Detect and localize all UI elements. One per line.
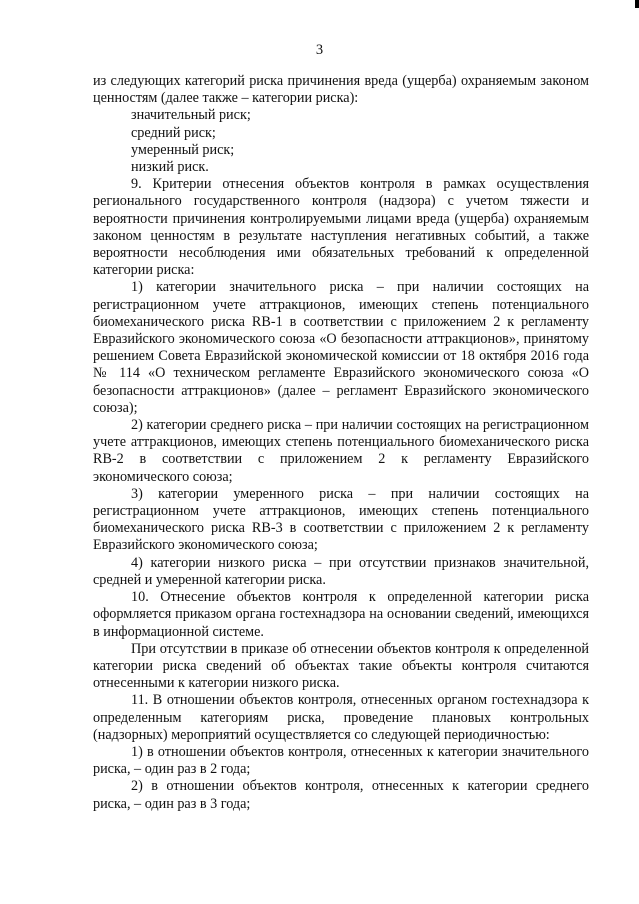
paragraph-10: 10. Отнесение объектов контроля к определенной категории риска оформляется приказом органа гостехнадзора на основании сведений, имеющихся в информационной системе. [93, 589, 589, 640]
paragraph-9-item-3: 3) категории умеренного риска – при наличии состоящих на регистрационном учете аттракционов, имеющих степень потенциального биомеханического риска RB-3 в соответствии с приложением 2 к регламенту Евразийского экономического союза; [93, 485, 589, 554]
paragraph-11-item-2: 2) в отношении объектов контроля, отнесенных к категории среднего риска, – один раз в 3 года; [93, 778, 589, 812]
scan-edge-mark [635, 0, 639, 8]
list-item-medium-risk: средний риск; [131, 124, 216, 141]
list-item-low-risk: низкий риск. [131, 159, 209, 176]
list-item-moderate-risk: умеренный риск; [131, 141, 235, 158]
paragraph-11: 11. В отношении объектов контроля, отнесенных органом гостехнадзора к определенным категориям риска, проведение плановых контрольных (надзорных) мероприятий осуществляется со следующей периодичностью: [93, 692, 589, 743]
paragraph-9-item-4: 4) категории низкого риска – при отсутствии признаков значительной, средней и умеренной категории риска. [93, 554, 589, 588]
paragraph-9-item-1: 1) категории значительного риска – при наличии состоящих на регистрационном учете аттракционов, имеющих степень потенциального биомеханического риска RB-1 в соответствии с приложением 2 к регламенту Евразийского экономического союза «О безопасности аттракционов», принятому решением Совета Евразийской экономической комиссии от 18 октября 2016 года № 114 «О техническом регламенте Евразийского экономического союза «О безопасности аттракционов» (далее – регламент Евразийского экономического союза); [93, 279, 589, 416]
paragraph-10-absence: При отсутствии в приказе об отнесении объектов контроля к определенной категории риска сведений об объектах такие объекты контроля считаются отнесенными к категории низкого риска. [93, 640, 589, 692]
paragraph-9-item-2: 2) категории среднего риска – при наличии состоящих на регистрационном учете аттракционов, имеющих степень потенциального биомеханического риска RB-2 в соответствии с приложением 2 к регламенту Евразийского экономического союза; [93, 417, 589, 485]
document-body [93, 73, 589, 813]
list-item-significant-risk: значительный риск; [131, 107, 251, 124]
page-number: 3 [315, 42, 324, 58]
paragraph-intro: из следующих категорий риска причинения вреда (ущерба) охраняемым законом ценностям (далее также – категории риска): [93, 73, 589, 107]
paragraph-9-criteria: 9. Критерии отнесения объектов контроля в рамках осуществления регионального государственного контроля (надзора) с учетом тяжести и вероятности причинения контролируемыми лицами вреда (ущерба) охраняемым законом ценностям в результате наступления негативных событий, а также вероятности несоблюдения ими обязательных требований к определенной категории риска: [93, 176, 589, 279]
paragraph-11-item-1: 1) в отношении объектов контроля, отнесенных к категории значительного риска, – один раз в 2 года; [93, 743, 589, 778]
